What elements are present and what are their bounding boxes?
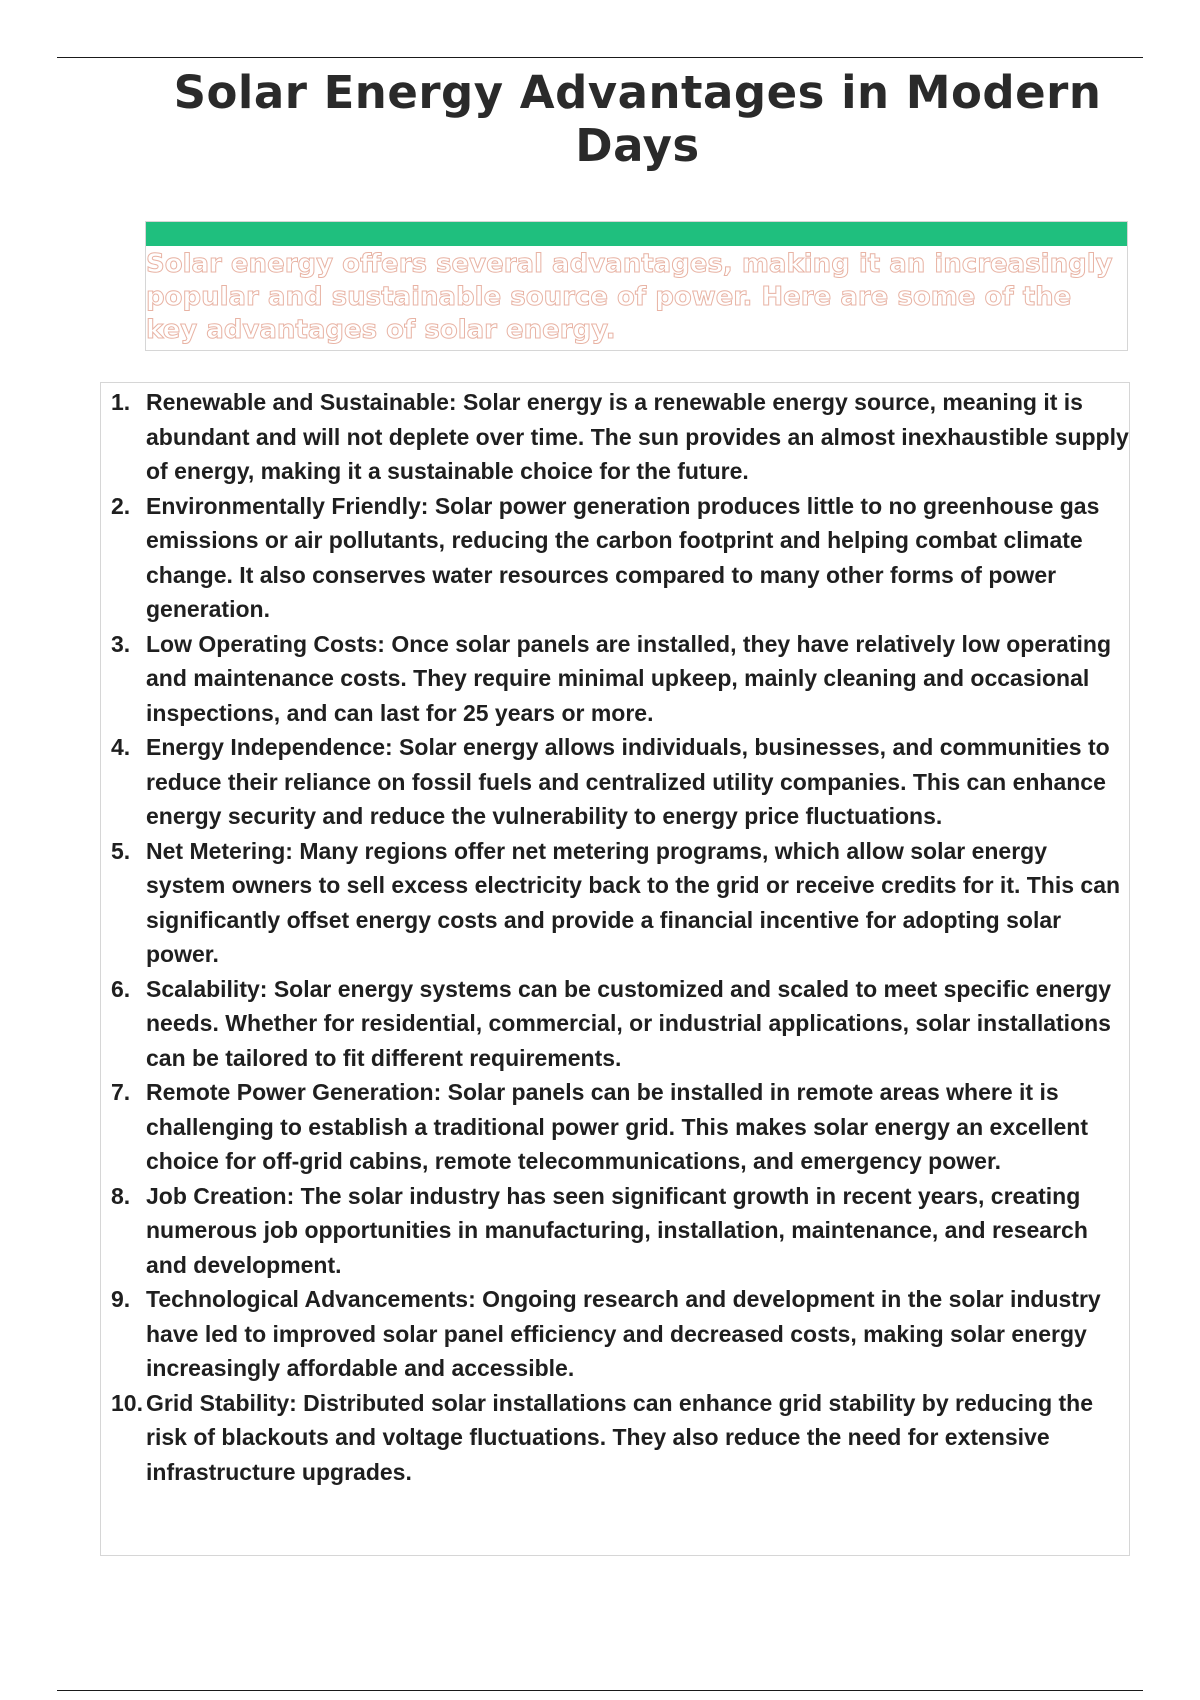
- list-item-text: Job Creation: The solar industry has seen significant growth in recent years, creating numerous job opportunities in manufacturing, installation, maintenance, and research and development.: [146, 1182, 1088, 1278]
- list-item: [101, 730, 1129, 834]
- list-item-text: Net Metering: Many regions offer net metering programs, which allow solar energy system owners to sell excess electricity back to the grid or receive credits for it. This can significantly offset energy costs and provide a financial incentive for adopting solar power.: [146, 837, 1121, 967]
- list-item-number: 5.: [111, 837, 131, 864]
- top-rule: [57, 57, 1143, 58]
- list-item: [101, 385, 1129, 489]
- list-item-text: Technological Advancements: Ongoing research and development in the solar industry have led to improved solar panel efficiency and decreased costs, making solar energy increasingly affordable and accessible.: [146, 1286, 1101, 1381]
- advantages-box: [100, 382, 1130, 1556]
- list-item-number: 6.: [111, 975, 131, 1002]
- page-title: Solar Energy Advantages in Modern Days: [173, 66, 1102, 172]
- list-item-text: Renewable and Sustainable: Solar energy is a renewable energy source, meaning it is abundant and will not deplete over time. The sun provides an almost inexhaustible supply of energy, making it a sustainable choice for the future.: [146, 389, 1129, 484]
- bottom-rule: [57, 1690, 1143, 1691]
- intro-box: [145, 221, 1128, 351]
- list-item-number: 1.: [111, 389, 131, 415]
- list-item-number: 9.: [111, 1286, 131, 1312]
- advantages-list: [101, 385, 1129, 1489]
- list-item-number: 4.: [111, 734, 131, 760]
- list-item: [101, 972, 1129, 1076]
- list-item-text: Remote Power Generation: Solar panels can be installed in remote areas where it is challenging to establish a traditional power grid. This makes solar energy an excellent choice for off-grid cabins, remote telecommunications, and emergency power.: [146, 1079, 1088, 1174]
- accent-bar: [146, 222, 1127, 246]
- list-item-number: 7.: [111, 1079, 131, 1105]
- list-item-text: Low Operating Costs: Once solar panels are installed, they have relatively low operating and maintenance costs. They require minimal upkeep, mainly cleaning and occasional inspections, and can last for 25 years or more.: [146, 630, 1112, 726]
- list-item: [101, 1282, 1129, 1386]
- list-item-number: 3.: [111, 630, 131, 657]
- list-item-text: Energy Independence: Solar energy allows individuals, businesses, and communities to reduce their reliance on fossil fuels and centralized utility companies. This can enhance energy security and reduce the vulnerability to energy price fluctuations.: [146, 734, 1110, 829]
- list-item-number: 2.: [111, 492, 131, 519]
- list-item: [101, 1075, 1129, 1179]
- list-item: [101, 1179, 1129, 1283]
- list-item-text: Grid Stability: Distributed solar installations can enhance grid stability by reducing the risk of blackouts and voltage fluctuations. They also reduce the need for extensive infrastructure upgrades.: [146, 1389, 1094, 1485]
- list-item-text: Scalability: Solar energy systems can be customized and scaled to meet specific energy needs. Whether for residential, commercial, or industrial applications, solar installations can be tailored to fit different requirements.: [146, 975, 1112, 1071]
- list-item: [101, 1386, 1129, 1490]
- intro-text: Solar energy offers several advantages, making it an increasingly popular and sustainable source of power. Here are some of the key advantages of solar energy.: [146, 249, 1113, 345]
- list-item-text: Environmentally Friendly: Solar power generation produces little to no greenhouse gas emissions or air pollutants, reducing the carbon footprint and helping combat climate change. It also conserves water resources compared to many other forms of power generation.: [146, 492, 1100, 622]
- list-item: [101, 489, 1129, 627]
- list-item-number: 10.: [111, 1389, 143, 1416]
- list-item: [101, 834, 1129, 972]
- list-item: [101, 627, 1129, 731]
- list-item-number: 8.: [111, 1182, 131, 1209]
